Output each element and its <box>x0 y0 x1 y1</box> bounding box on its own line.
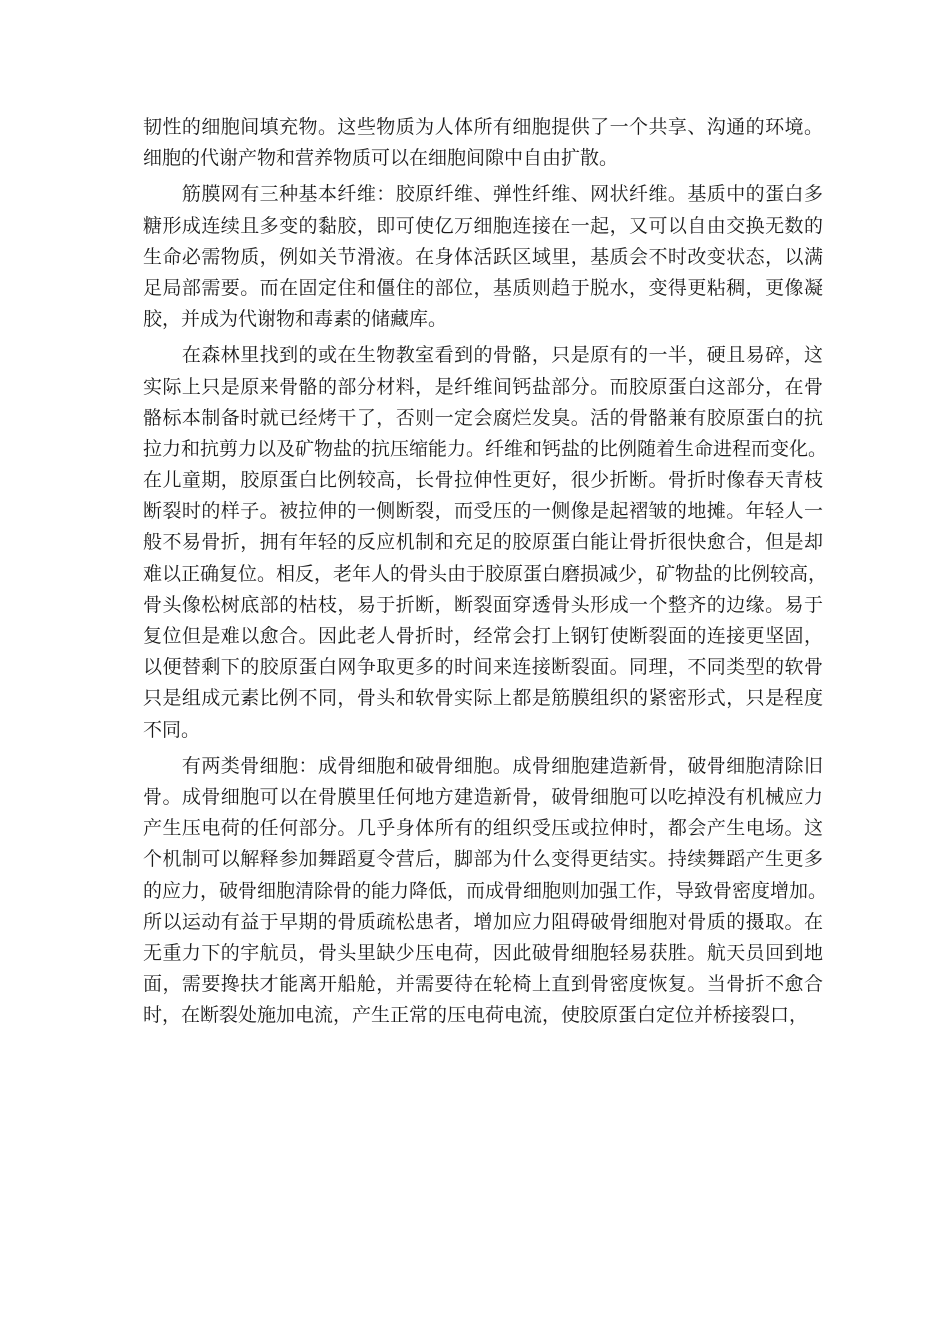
paragraph <box>143 112 823 174</box>
text-line: 个机制可以解释参加舞蹈夏令营后，脚部为什么变得更结实。持续舞蹈产生更多 <box>143 848 823 871</box>
text-line: 骼标本制备时就已经烤干了，否则一定会腐烂发臭。活的骨骼兼有胶原蛋白的抗 <box>143 406 823 429</box>
paragraph <box>143 340 828 745</box>
document-body <box>143 112 828 1036</box>
text-line: 时，在断裂处施加电流，产生正常的压电荷电流，使胶原蛋白定位并桥接裂口， <box>143 1004 809 1027</box>
text-line: 复位但是难以愈合。因此老人骨折时，经常会打上钢钉使断裂面的连接更坚固， <box>143 625 823 647</box>
text-line: 生命必需物质，例如关节滑液。在身体活跃区域里，基质会不时改变状态，以满 <box>143 245 823 268</box>
text-line: 只是组成元素比例不同，骨头和软骨实际上都是筋膜组织的紧密形式，只是程度 <box>143 687 823 710</box>
text-line: 胶，并成为代谢物和毒素的储藏库。 <box>143 308 448 331</box>
text-line: 实际上只是原来骨骼的部分材料，是纤维间钙盐部分。而胶原蛋白这部分，在骨 <box>143 375 823 398</box>
text-line: 足局部需要。而在固定住和僵住的部位，基质则趋于脱水，变得更粘稠，更像凝 <box>143 276 823 299</box>
text-line: 骨。成骨细胞可以在骨膜里任何地方建造新骨，破骨细胞可以吃掉没有机械应力 <box>143 785 823 808</box>
text-line: 难以正确复位。相反，老年人的骨头由于胶原蛋白磨损减少，矿物盐的比例较高， <box>143 562 828 585</box>
text-line: 韧性的细胞间填充物。这些物质为人体所有细胞提供了一个共享、沟通的环境。 <box>143 116 823 138</box>
text-line: 面，需要搀扶才能离开船舱，并需要待在轮椅上直到骨密度恢复。当骨折不愈合 <box>143 973 823 996</box>
text-line: 有两类骨细胞：成骨细胞和破骨细胞。成骨细胞建造新骨，破骨细胞清除旧 <box>143 754 823 777</box>
text-line: 无重力下的宇航员，骨头里缺少压电荷，因此破骨细胞轻易获胜。航天员回到地 <box>143 941 823 964</box>
text-line: 不同。 <box>143 718 201 741</box>
text-line: 的应力，破骨细胞清除骨的能力降低，而成骨细胞则加强工作，导致骨密度增加。 <box>143 879 828 902</box>
text-line: 断裂时的样子。被拉伸的一侧断裂，而受压的一侧像是起褶皱的地摊。年轻人一 <box>143 500 823 523</box>
text-line: 在森林里找到的或在生物教室看到的骨骼，只是原有的一半，硬且易碎，这 <box>143 344 823 367</box>
text-line: 以便替剩下的胶原蛋白网争取更多的时间来连接断裂面。同理，不同类型的软骨 <box>143 656 823 679</box>
text-line: 拉力和抗剪力以及矿物盐的抗压缩能力。纤维和钙盐的比例随着生命进程而变化。 <box>143 437 828 460</box>
paragraph <box>143 751 828 1032</box>
text-line: 筋膜网有三种基本纤维：胶原纤维、弹性纤维、网状纤维。基质中的蛋白多 <box>143 183 823 206</box>
paragraph <box>143 179 823 335</box>
text-line: 在儿童期，胶原蛋白比例较高，长骨拉伸性更好，很少折断。骨折时像春天青枝 <box>143 469 823 492</box>
text-line: 产生压电荷的任何部分。几乎身体所有的组织受压或拉伸时，都会产生电场。这 <box>143 817 823 840</box>
text-line: 般不易骨折，拥有年轻的反应机制和充足的胶原蛋白能让骨折很快愈合，但是却 <box>143 531 823 554</box>
text-line: 骨头像松树底部的枯枝，易于折断，断裂面穿透骨头形成一个整齐的边缘。易于 <box>143 593 823 616</box>
text-line: 细胞的代谢产物和营养物质可以在细胞间隙中自由扩散。 <box>143 147 619 170</box>
text-line: 糖形成连续且多变的黏胶，即可使亿万细胞连接在一起，又可以自由交换无数的 <box>143 214 823 237</box>
text-line: 所以运动有益于早期的骨质疏松患者，增加应力阻碍破骨细胞对骨质的摄取。在 <box>143 910 823 933</box>
